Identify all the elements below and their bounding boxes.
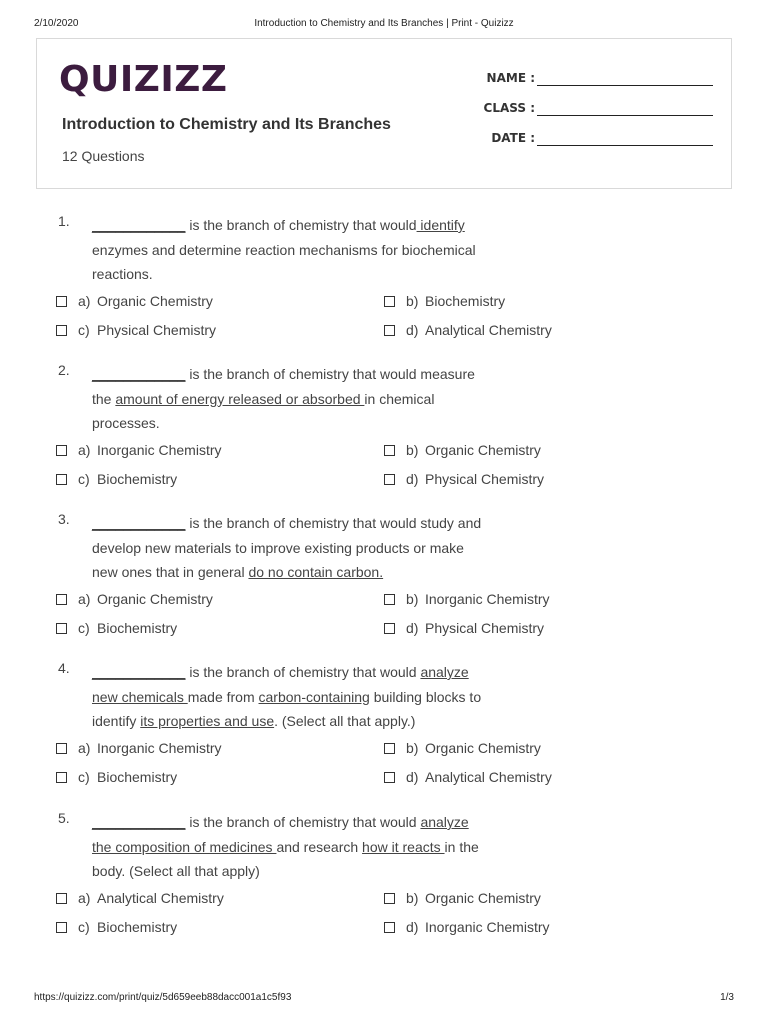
question-phrase: enzymes and determine reaction mechanisms for biochemical reactions. (92, 241, 476, 282)
underlined-phrase: its properties and use (140, 713, 275, 729)
class-line[interactable] (537, 115, 713, 116)
option-label: Organic Chemistry (425, 740, 541, 756)
checkbox-icon[interactable] (56, 623, 67, 634)
question-phrase: in the body. (Select all that apply) (92, 838, 479, 879)
answer-option-b[interactable] (384, 591, 684, 611)
option-label: Biochemistry (425, 293, 506, 309)
question-phrase: made from (187, 688, 259, 705)
question-number: 1. (58, 213, 70, 229)
quizizz-logo (59, 57, 228, 110)
checkbox-icon[interactable] (56, 474, 67, 485)
question-text (92, 362, 492, 436)
checkbox-icon[interactable] (384, 594, 395, 605)
answer-option-b[interactable] (384, 890, 684, 910)
option-label: Organic Chemistry (425, 890, 541, 906)
option-letter: c) (78, 471, 90, 487)
underlined-phrase: carbon-containing (258, 688, 370, 705)
option-label: Analytical Chemistry (425, 769, 552, 785)
option-letter: c) (78, 919, 90, 935)
print-date: 2/10/2020 (34, 18, 79, 29)
question-number: 3. (58, 511, 70, 527)
checkbox-icon[interactable] (56, 922, 67, 933)
question-number: 2. (58, 362, 70, 378)
answer-blank: ____________ (92, 814, 186, 830)
checkbox-icon[interactable] (384, 772, 395, 783)
answer-option-c[interactable] (56, 919, 356, 939)
checkbox-icon[interactable] (56, 893, 67, 904)
quizizz-logo-mark (59, 57, 228, 101)
checkbox-icon[interactable] (384, 623, 395, 634)
name-field (455, 71, 715, 91)
answer-blank: ____________ (92, 217, 186, 233)
question-phrase: in chemical processes. (92, 390, 435, 431)
underlined-phrase: how it reacts (362, 838, 445, 855)
checkbox-icon[interactable] (384, 743, 395, 754)
option-label: Organic Chemistry (97, 591, 213, 607)
option-label: Organic Chemistry (425, 442, 541, 458)
answer-option-a[interactable] (56, 740, 356, 760)
print-footer (34, 992, 734, 1006)
date-label: DATE : (491, 131, 535, 145)
checkbox-icon[interactable] (384, 445, 395, 456)
option-letter: b) (406, 293, 419, 309)
answer-option-c[interactable] (56, 322, 356, 342)
option-label: Biochemistry (97, 471, 178, 487)
underlined-phrase: amount of energy released or absorbed (115, 390, 365, 407)
question-number: 5. (58, 810, 70, 826)
option-letter: d) (406, 919, 419, 935)
question-phrase: is the branch of chemistry that would (185, 664, 421, 680)
answer-option-c[interactable] (56, 471, 356, 491)
question-phrase: is the branch of chemistry that would (185, 217, 417, 233)
option-label: Biochemistry (97, 919, 178, 935)
option-letter: b) (406, 591, 419, 607)
checkbox-icon[interactable] (384, 474, 395, 485)
answer-option-d[interactable] (384, 919, 684, 939)
option-letter: b) (406, 890, 419, 906)
answer-option-c[interactable] (56, 769, 356, 789)
answer-option-d[interactable] (384, 322, 684, 342)
answer-option-a[interactable] (56, 890, 356, 910)
option-label: Physical Chemistry (425, 620, 545, 636)
underlined-phrase: analyze the composition of medicines (92, 814, 469, 855)
question-number: 4. (58, 660, 70, 676)
underlined-phrase: do no contain carbon. (248, 564, 384, 580)
option-letter: a) (78, 591, 91, 607)
answer-blank: ____________ (92, 515, 186, 531)
option-letter: c) (78, 322, 90, 338)
question-count: 12 Questions (62, 148, 145, 164)
question-phrase: building blocks to identify (92, 688, 482, 729)
answer-option-b[interactable] (384, 740, 684, 760)
quiz-header-card (36, 38, 732, 189)
answer-blank: ____________ (92, 664, 186, 680)
date-field (455, 131, 715, 151)
option-letter: d) (406, 322, 419, 338)
option-label: Inorganic Chemistry (97, 740, 222, 756)
option-label: Inorganic Chemistry (425, 591, 550, 607)
checkbox-icon[interactable] (56, 743, 67, 754)
option-letter: d) (406, 620, 419, 636)
question-text (92, 511, 492, 585)
page-number: 1/3 (720, 992, 734, 1003)
option-letter: a) (78, 740, 91, 756)
option-label: Inorganic Chemistry (425, 919, 550, 935)
checkbox-icon[interactable] (56, 325, 67, 336)
name-label: NAME : (486, 71, 535, 85)
option-label: Inorganic Chemistry (97, 442, 222, 458)
answer-option-d[interactable] (384, 471, 684, 491)
option-letter: d) (406, 471, 419, 487)
name-line[interactable] (537, 85, 713, 86)
answer-option-a[interactable] (56, 591, 356, 611)
checkbox-icon[interactable] (56, 772, 67, 783)
option-label: Analytical Chemistry (425, 322, 552, 338)
date-line[interactable] (537, 145, 713, 146)
option-letter: c) (78, 769, 90, 785)
option-letter: b) (406, 740, 419, 756)
question-phrase: is the branch of chemistry that would study and develop new materials to improve existing products or make new ones that in general (92, 515, 482, 580)
option-label: Physical Chemistry (97, 322, 217, 338)
question-text (92, 810, 492, 884)
option-label: Biochemistry (97, 769, 178, 785)
option-letter: a) (78, 293, 91, 309)
option-letter: a) (78, 890, 91, 906)
option-letter: d) (406, 769, 419, 785)
answer-option-a[interactable] (56, 293, 356, 313)
print-header (34, 18, 734, 32)
quiz-title: Introduction to Chemistry and Its Branches (62, 116, 391, 133)
class-label: CLASS : (483, 101, 535, 115)
checkbox-icon[interactable] (384, 296, 395, 307)
question-phrase: and research (276, 838, 363, 855)
question-text (92, 213, 492, 287)
logo-wordmark: QUIZIZZ (59, 59, 228, 100)
class-field (455, 101, 715, 121)
checkbox-icon[interactable] (56, 445, 67, 456)
answer-option-b[interactable] (384, 293, 684, 313)
checkbox-icon[interactable] (384, 893, 395, 904)
print-url: https://quizizz.com/print/quiz/5d659eeb88dacc001a1c5f93 (34, 992, 292, 1003)
answer-option-c[interactable] (56, 620, 356, 640)
option-letter: c) (78, 620, 90, 636)
checkbox-icon[interactable] (56, 296, 67, 307)
answer-option-a[interactable] (56, 442, 356, 462)
underlined-phrase: analyze new chemicals (92, 664, 469, 705)
underlined-phrase: identify (416, 217, 465, 233)
answer-option-b[interactable] (384, 442, 684, 462)
option-label: Physical Chemistry (425, 471, 545, 487)
checkbox-icon[interactable] (384, 325, 395, 336)
option-letter: b) (406, 442, 419, 458)
checkbox-icon[interactable] (384, 922, 395, 933)
question-phrase: is the branch of chemistry that would (185, 814, 421, 830)
option-label: Biochemistry (97, 620, 178, 636)
answer-blank: ____________ (92, 366, 186, 382)
answer-option-d[interactable] (384, 620, 684, 640)
option-label: Organic Chemistry (97, 293, 213, 309)
question-phrase: is the branch of chemistry that would measure the (92, 366, 475, 407)
option-label: Analytical Chemistry (97, 890, 224, 906)
question-text (92, 660, 492, 734)
answer-option-d[interactable] (384, 769, 684, 789)
checkbox-icon[interactable] (56, 594, 67, 605)
option-letter: a) (78, 442, 91, 458)
print-title: Introduction to Chemistry and Its Branches | Print - Quizizz (254, 18, 514, 29)
question-phrase: . (Select all that apply.) (274, 713, 416, 729)
